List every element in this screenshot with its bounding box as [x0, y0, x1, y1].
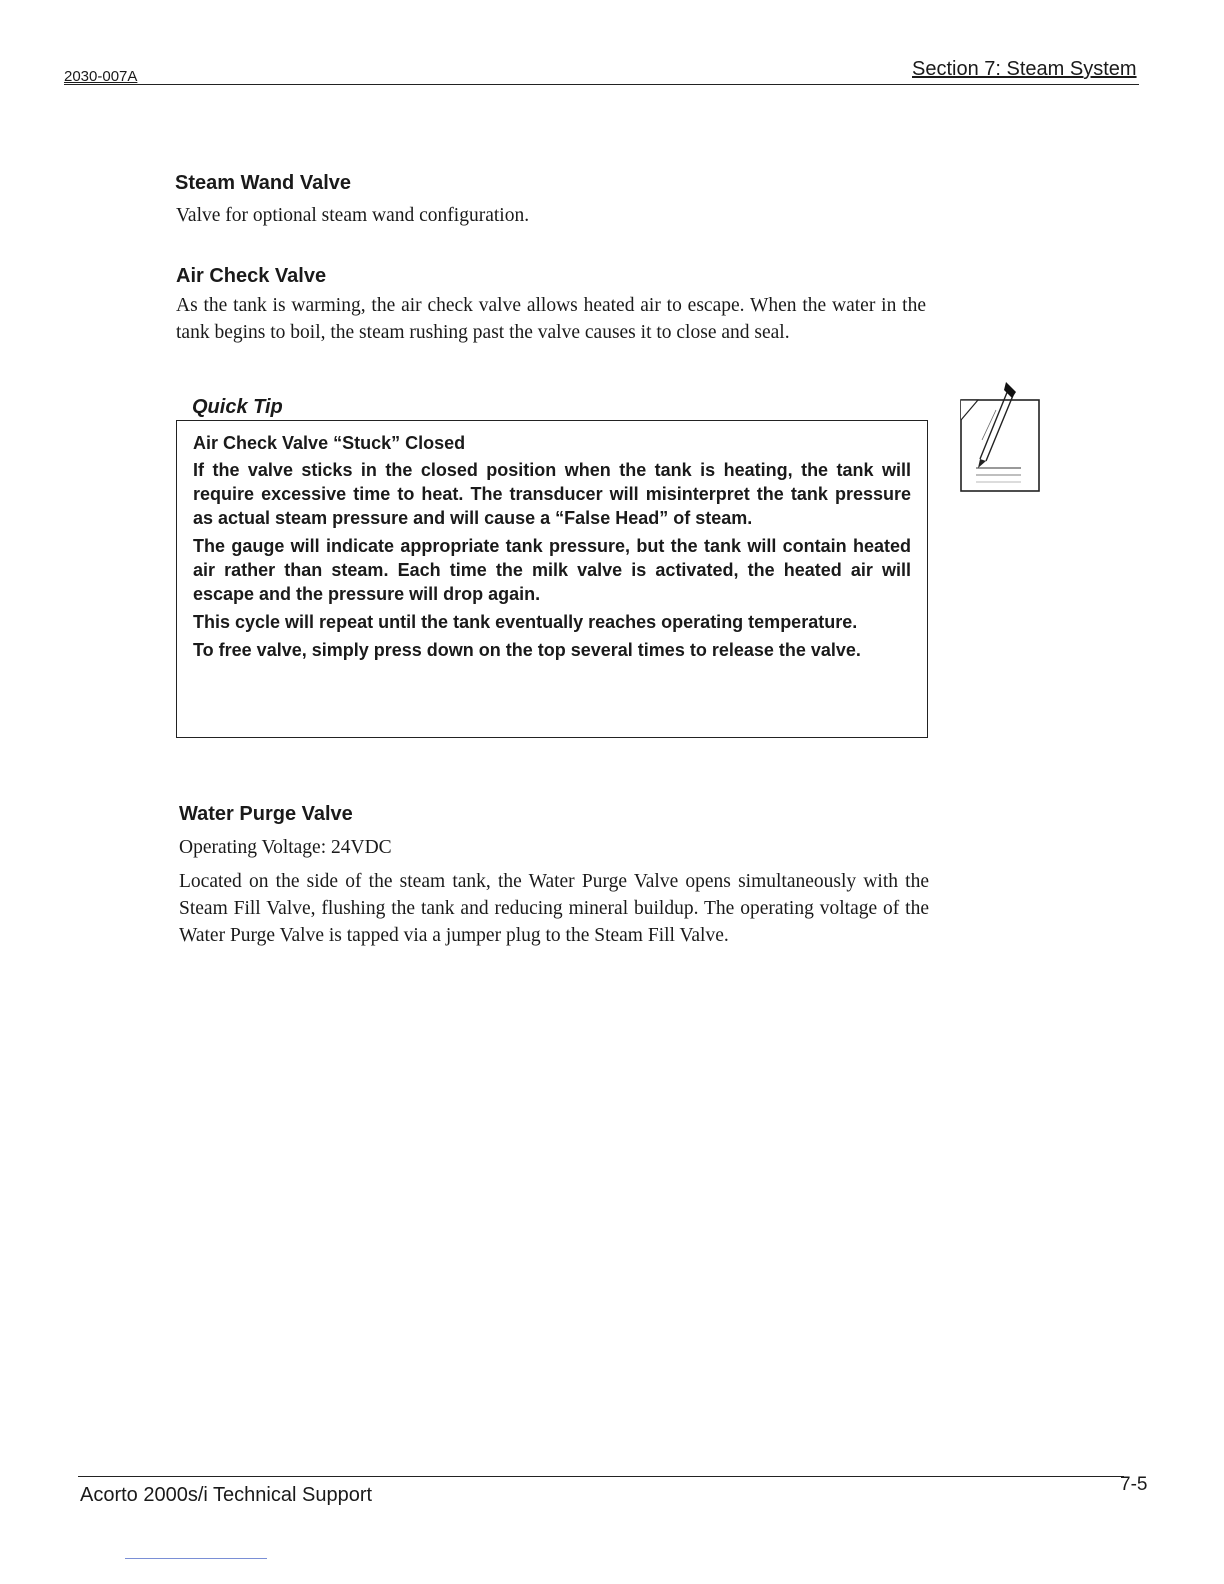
paragraph-water-purge-valve: Located on the side of the steam tank, the Water Purge Valve opens simultaneously with the Steam Fill Valve, flushing the tank and reducing mineral buildup. The operating voltage of the Water Purge Valve is tapped via a jumper plug to the Steam Fill Valve. — [179, 871, 929, 946]
quick-tip-title: Air Check Valve “Stuck” Closed — [193, 433, 466, 453]
paragraph-operating-voltage: Operating Voltage: 24VDC — [179, 837, 392, 858]
heading-air-check-valve: Air Check Valve — [176, 265, 327, 287]
footer-underline-mark — [125, 1558, 267, 1559]
document-number: 2030-007A — [64, 68, 138, 85]
quick-tip-box — [176, 420, 928, 738]
quick-tip-paragraph: To free valve, simply press down on the top several times to release the valve. — [193, 640, 861, 660]
section-title: Section 7: Steam System — [912, 58, 1137, 80]
footer-rule — [78, 1476, 1124, 1477]
quick-tip-paragraph: This cycle will repeat until the tank eventually reaches operating temperature. — [193, 612, 858, 632]
note-pencil-icon — [956, 380, 1042, 494]
heading-steam-wand-valve: Steam Wand Valve — [175, 172, 351, 194]
manual-title: Acorto 2000s/i Technical Support — [80, 1484, 373, 1506]
paragraph-air-check-valve: As the tank is warming, the air check valve allows heated air to escape. When the water in the tank begins to boil, the steam rushing past the valve causes it to close and seal. — [176, 295, 926, 343]
heading-water-purge-valve: Water Purge Valve — [179, 803, 353, 825]
header-rule — [64, 84, 1139, 85]
page-number: 7-5 — [1120, 1474, 1148, 1495]
quick-tip-paragraph: If the valve sticks in the closed position when the tank is heating, the tank will require excessive time to heat. The transducer will misinterpret the tank pressure as actual steam pressure and will cause a “False Head” of steam. — [193, 460, 911, 528]
quick-tip-label: Quick Tip — [192, 396, 283, 418]
paragraph-steam-wand-valve: Valve for optional steam wand configuration. — [176, 205, 530, 226]
quick-tip-paragraph: The gauge will indicate appropriate tank pressure, but the tank will contain heated air rather than steam. Each time the milk valve is activated, the heated air will escape and the pressure will drop again. — [193, 536, 911, 604]
